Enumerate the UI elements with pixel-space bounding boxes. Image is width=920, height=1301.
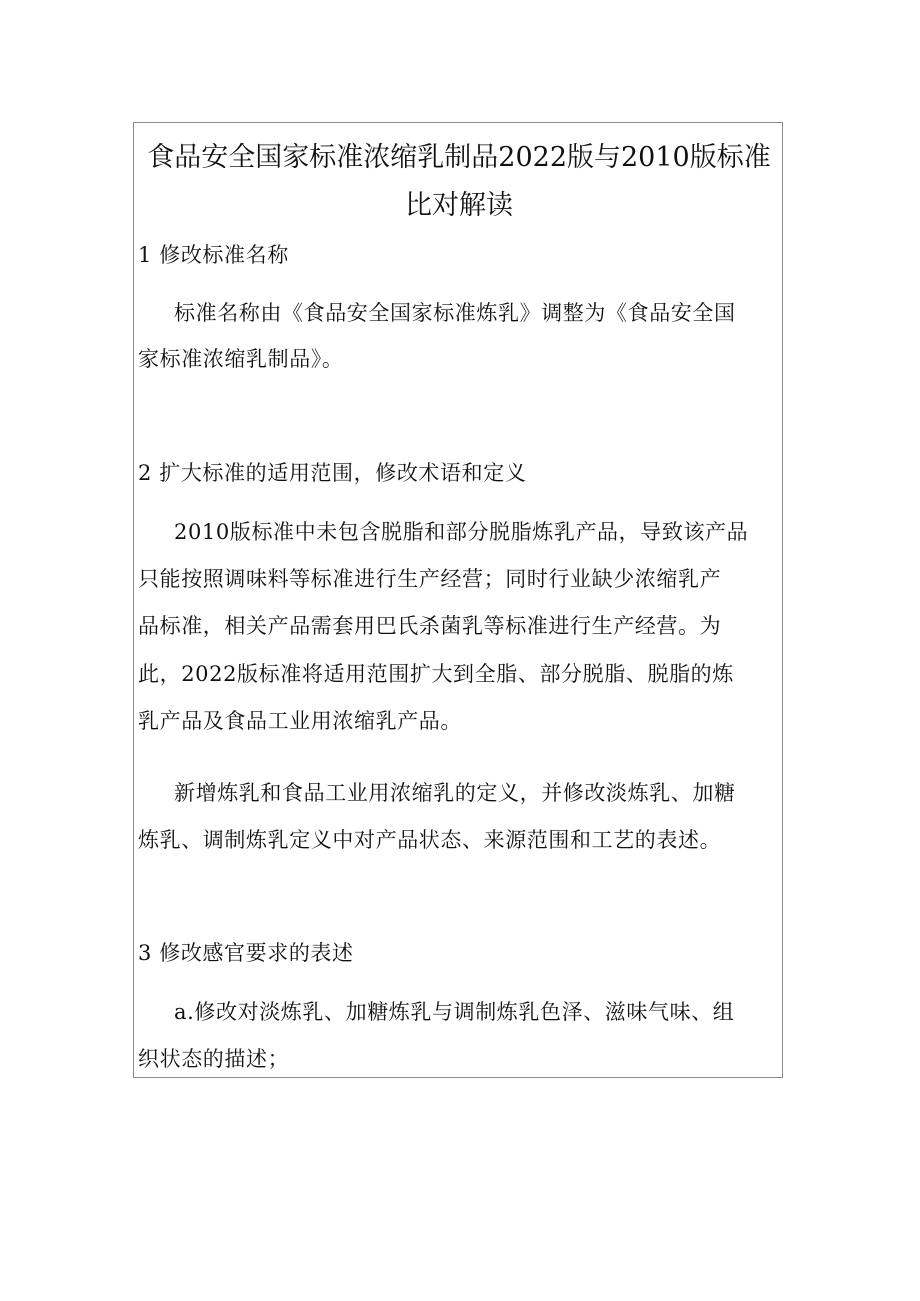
section-3-para-1-line-2: 织状态的描述；: [138, 1047, 290, 1071]
section-1-para-1-line-2: 家标准浓缩乳制品》。: [138, 347, 344, 371]
section-3-para-1-line-1: a.修改对淡炼乳、加糖炼乳与调制炼乳色泽、滋味气味、组: [174, 1000, 735, 1024]
document-title-line-2: 比对解读: [405, 190, 513, 221]
section-2-para-1-line-3: 品标准，相关产品需套用巴氏杀菌乳等标准进行生产经营。为: [138, 614, 722, 638]
section-2-heading: 2 扩大标准的适用范围，修改术语和定义: [138, 461, 527, 485]
section-3-heading: 3 修改感官要求的表述: [138, 941, 354, 965]
section-2-para-1-line-1: 2010版标准中未包含脱脂和部分脱脂炼乳产品，导致该产品: [174, 520, 749, 544]
section-1-heading: 1 修改标准名称: [138, 243, 289, 267]
section-2-para-2-line-2: 炼乳、调制炼乳定义中对产品状态、来源范围和工艺的表述。: [138, 828, 722, 852]
section-2-para-1-line-2: 只能按照调味料等标准进行生产经营；同时行业缺少浓缩乳产: [138, 567, 722, 591]
section-2-para-1-line-4: 此，2022版标准将适用范围扩大到全脂、部分脱脂、脱脂的炼: [138, 662, 734, 686]
section-2-para-1-line-5: 乳产品及食品工业用浓缩乳产品。: [138, 709, 462, 733]
document-title-line-1: 食品安全国家标准浓缩乳制品2022版与2010版标准: [147, 142, 771, 173]
document-frame: [133, 122, 783, 1078]
section-2-para-2-line-1: 新增炼乳和食品工业用浓缩乳的定义，并修改淡炼乳、加糖: [174, 781, 736, 805]
section-1-para-1-line-1: 标准名称由《食品安全国家标准炼乳》调整为《食品安全国: [174, 301, 736, 325]
